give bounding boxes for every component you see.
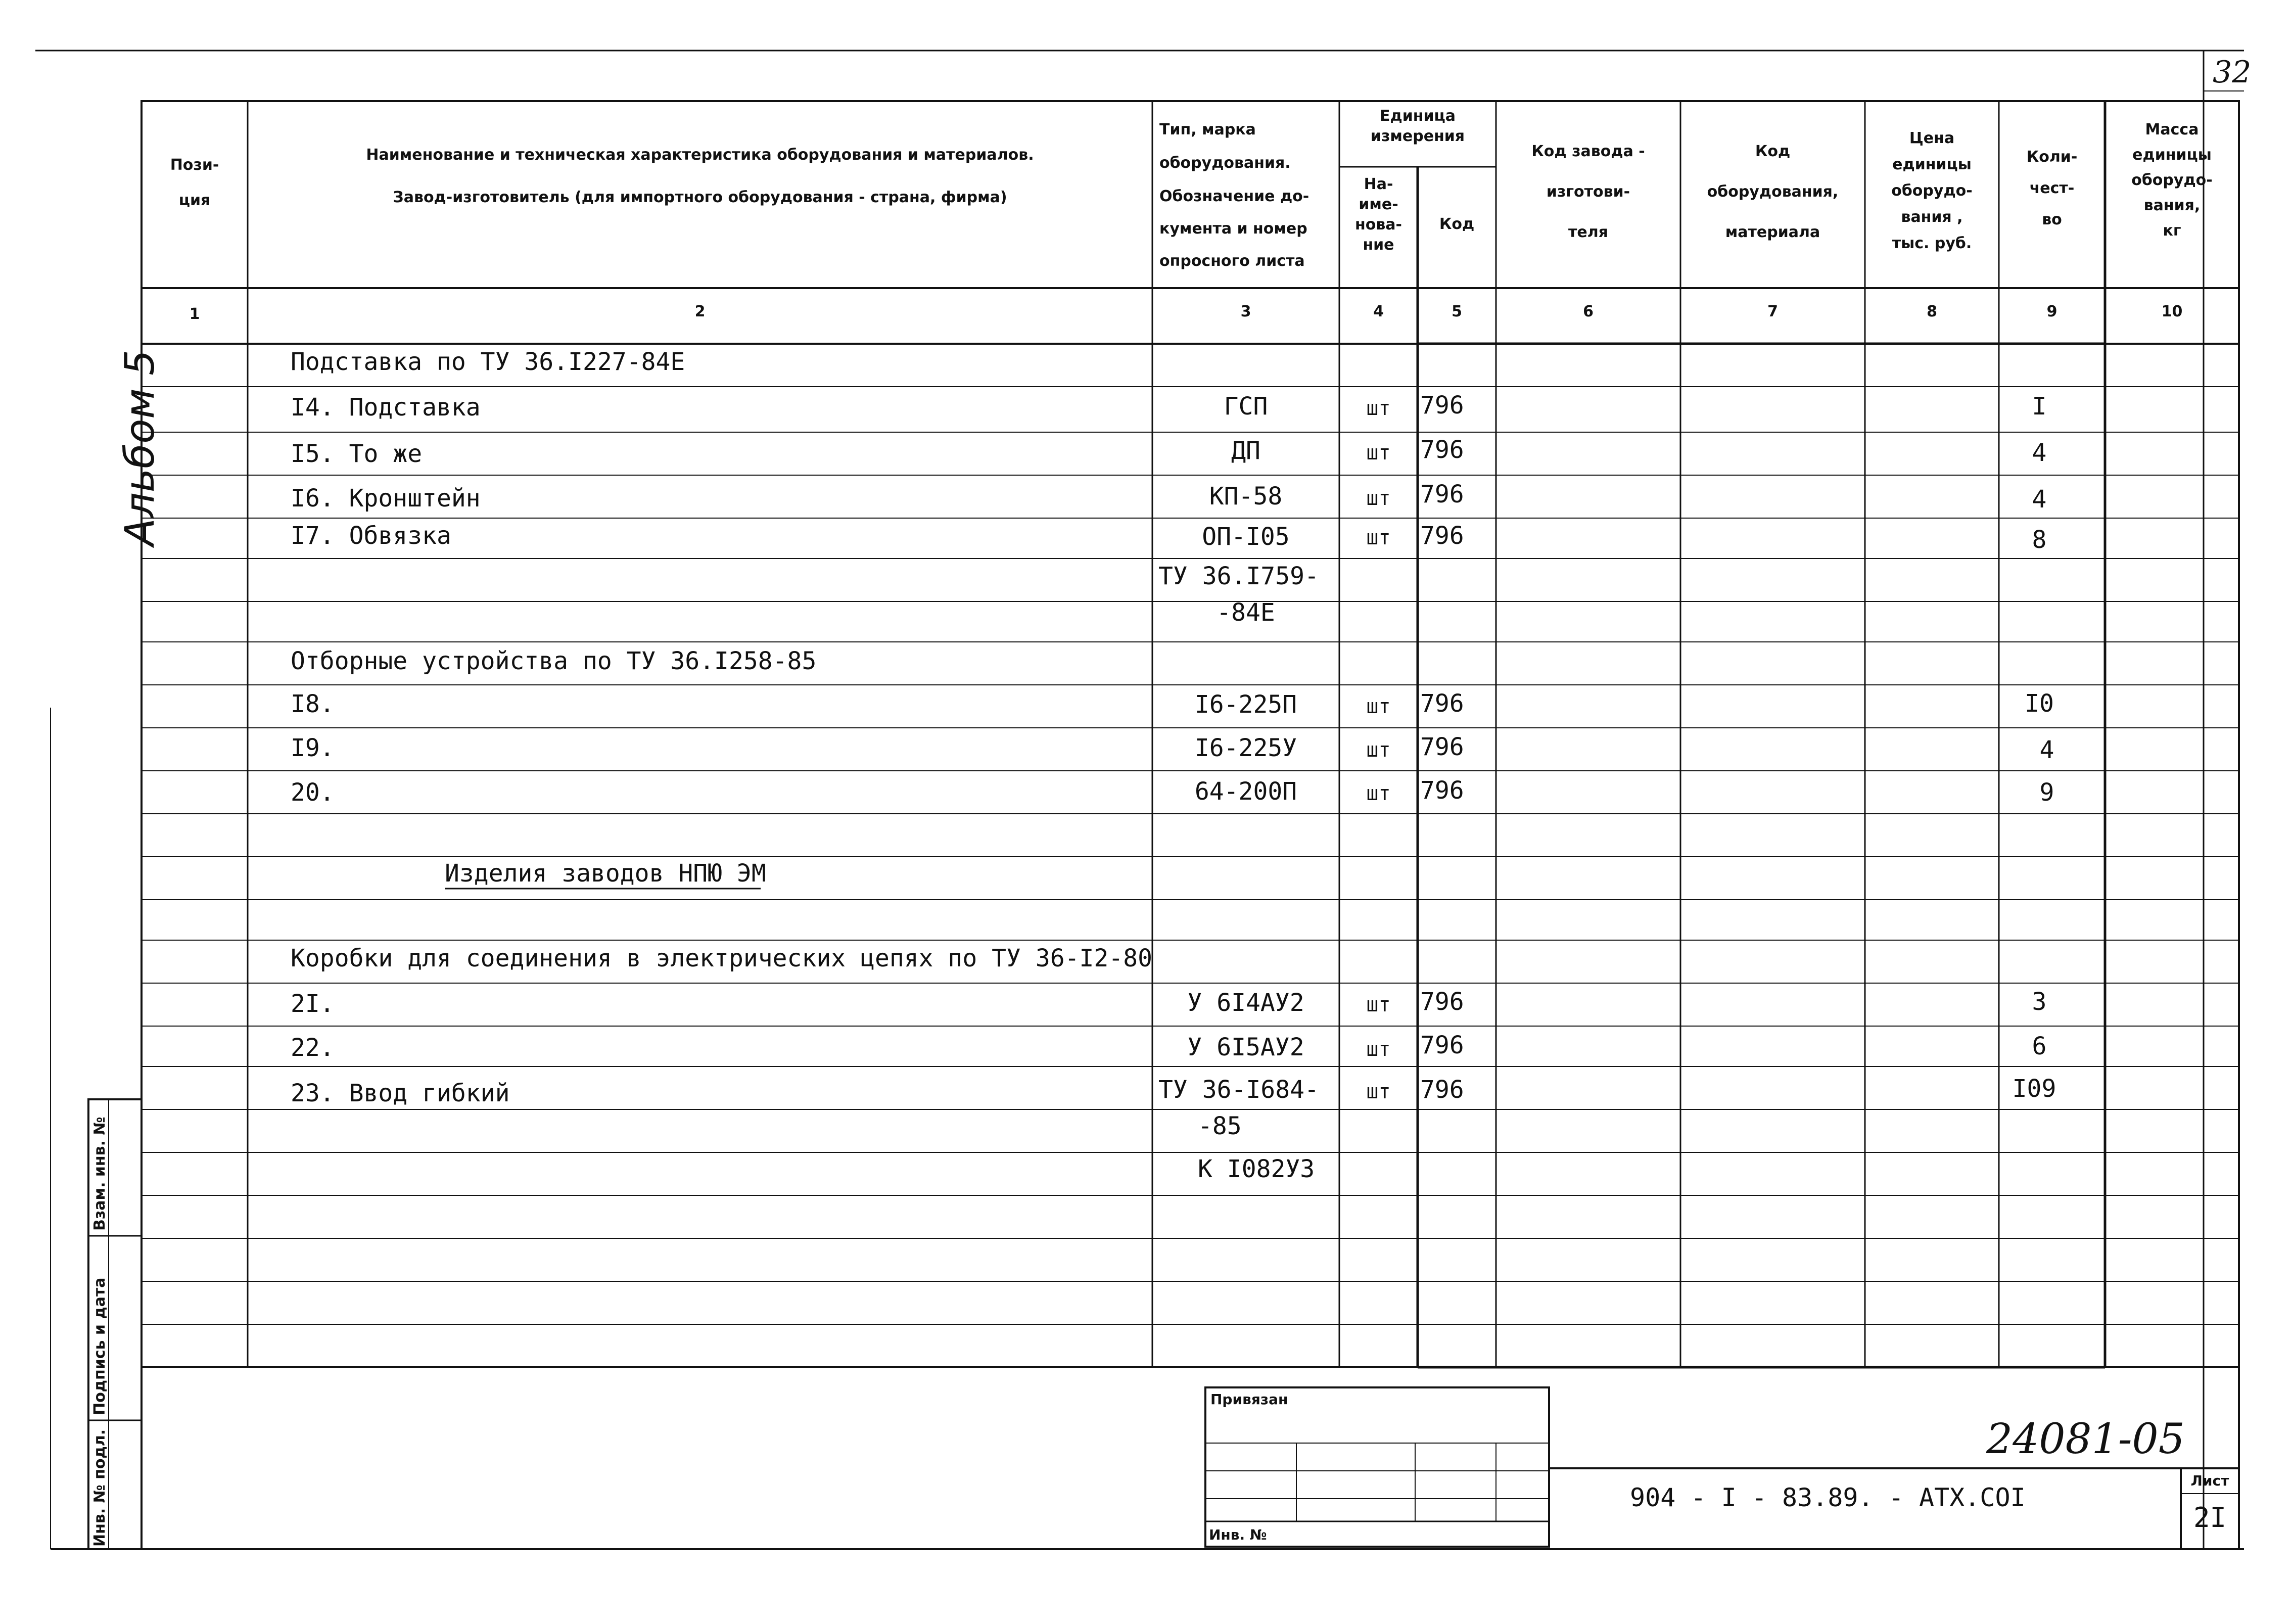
header-col-6: Код завода - изготови- теля [1531,143,1645,241]
colnum-5: 5 [1452,303,1462,320]
colnum-6: 6 [1583,303,1594,320]
colnum-7: 7 [1767,303,1778,320]
row-qty: 8 [2032,526,2047,554]
side-note: Альбом 5 [116,350,163,546]
stamp-podpis: Подпись и дата [91,1277,109,1415]
colnum-10: 10 [2161,303,2183,320]
header-col-7: Код оборудования, материала [1707,143,1839,241]
drawing-number: 24081-05 [1986,1415,2185,1463]
row-name: 22. [291,1034,335,1062]
row-code: 796 [1420,1076,1464,1104]
row-name: 20. [291,778,335,807]
header-col-1: Пози- ция [170,156,219,209]
row-code: 796 [1420,436,1464,464]
header-col-4: На- име- нова- ние [1354,175,1402,254]
row-qty: 4 [2032,485,2047,514]
row-type: ТУ 36-I684- [1158,1076,1319,1104]
row-qty: I0 [2025,689,2054,718]
header-col-9: Коли- чест- во [2026,148,2078,228]
row-unit: шт [1366,487,1391,510]
row-unit: шт [1366,695,1391,718]
row-unit: шт [1366,397,1391,420]
stamp-inv-podl: Инв. № подл. [91,1429,109,1547]
header-col-5: Код [1439,215,1475,233]
header-col-10: Масса единицы оборудо- вания, кг [2131,121,2213,240]
row-name: Отборные устройства по ТУ 36.I258-85 [291,647,817,675]
stamp-vzam: Взам. инв. № [91,1117,109,1231]
row-code: 796 [1420,733,1464,761]
sheet-number: 2I [2193,1502,2227,1534]
row-qty: 4 [2032,439,2047,467]
document-code: 904 - I - 83.89. - АТХ.СОI [1630,1483,2026,1512]
row-name: Подставка по ТУ 36.I227-84Е [291,348,685,376]
row-unit: шт [1366,738,1391,762]
header-col-2: Наименование и техническая характеристика оборудования и материалов. Завод-изготовитель (для импортного оборудования - страна, фирма) [366,146,1034,206]
row-code: 796 [1420,1031,1464,1059]
row-code: 796 [1420,391,1464,420]
row-code: 796 [1420,522,1464,550]
row-unit: шт [1366,1038,1391,1061]
row-type: К I082У3 [1198,1155,1315,1183]
row-name: I9. [291,734,335,762]
row-name: Коробки для соединения в электрических цепях по ТУ 36-I2-80 [291,944,1153,972]
colnum-2: 2 [694,303,706,320]
colnum-4: 4 [1373,303,1384,320]
section-title: Изделия заводов НПЮ ЭМ [445,859,766,888]
row-name: 2I. [291,990,335,1018]
row-qty: 9 [2039,778,2054,807]
inv-label: Инв. № [1209,1526,1267,1543]
row-code: 796 [1420,776,1464,805]
sheet-label: Лист [2190,1472,2229,1489]
bound-label: Привязан [1210,1391,1288,1408]
row-unit: шт [1366,782,1391,805]
row-qty: 6 [2032,1032,2047,1060]
row-unit: шт [1366,526,1391,549]
row-type: У 6I4АУ2 [1187,989,1304,1017]
colnum-3: 3 [1240,303,1251,320]
header-col-8: Цена единицы оборудо- вания , тыс. руб. [1891,129,1973,252]
row-unit: шт [1366,993,1391,1016]
row-unit: шт [1366,441,1391,465]
row-type: I6-225У [1194,734,1297,762]
row-code: 796 [1420,480,1464,508]
row-qty: I09 [2012,1075,2056,1103]
row-type: 64-200П [1194,777,1297,806]
colnum-8: 8 [1927,303,1937,320]
row-type: ГСП [1224,392,1268,421]
row-type: ТУ 36.I759- [1158,562,1319,590]
row-name: I7. Обвязка [291,522,451,550]
row-qty: 4 [2039,736,2054,764]
row-type: ОП-I05 [1202,523,1290,551]
row-qty: I [2032,392,2047,421]
row-qty: 3 [2032,988,2047,1016]
colnum-1: 1 [189,305,200,323]
row-type: ДП [1231,437,1260,465]
row-type: I6-225П [1194,690,1297,719]
row-type: -85 [1198,1112,1242,1140]
header-col-3: Тип, марка оборудования. Обозначение до- кумента и номер опросного листа [1159,121,1309,270]
row-code: 796 [1420,988,1464,1016]
row-type: КП-58 [1209,482,1283,511]
row-type: У 6I5АУ2 [1187,1033,1304,1061]
header-unit: Единица измерения [1370,107,1465,145]
row-unit: шт [1366,1080,1391,1103]
row-name: I5. То же [291,440,423,468]
corner-number: 32 [2213,55,2252,90]
row-code: 796 [1420,689,1464,718]
row-name: I8. [291,690,335,718]
row-name: 23. Ввод гибкий [291,1079,510,1107]
colnum-9: 9 [2046,303,2057,320]
row-name: I6. Кронштейн [291,484,481,513]
row-name: I4. Подставка [291,393,481,422]
row-type: -84Е [1217,598,1275,627]
